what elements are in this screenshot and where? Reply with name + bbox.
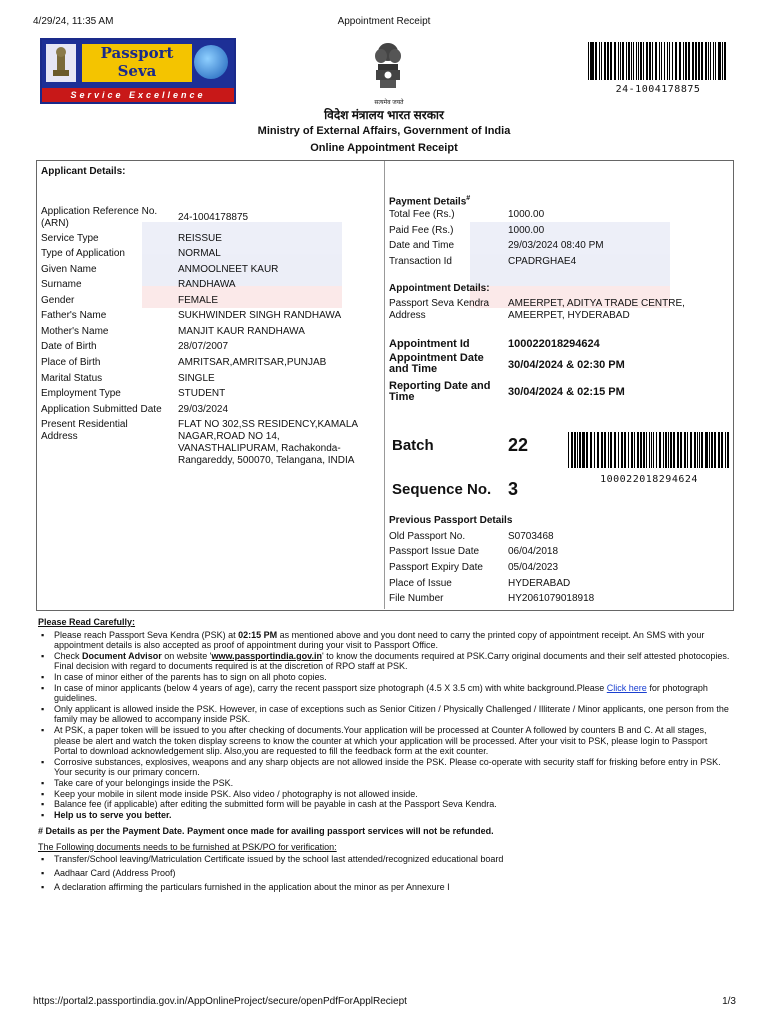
barcode-bar: [659, 432, 660, 468]
previous-passport-heading: Previous Passport Details: [389, 515, 513, 526]
ministry-name: Ministry of External Affairs, Government of India: [257, 125, 511, 137]
receipt-title: Online Appointment Receipt: [310, 142, 458, 154]
note-item: ▪ At PSK, a paper token will be issued to you after checking of documents.Your application will be processed at Counter A followed by counters B and C. At all stages, please be alert and watch the token display screens to know the counter at which your application will be processed. After your visit to PSK, please login to Passport Portal to download acknowledgement slip. Also,you are requested to fill the feedback form at the exit counter.: [38, 725, 732, 757]
barcode-bar: [718, 42, 720, 80]
transaction-id-label: Transaction Id: [389, 256, 452, 267]
barcode-bar: [597, 432, 598, 468]
barcode-bar: [652, 42, 653, 80]
barcode-bar: [643, 432, 645, 468]
gender-value: FEMALE: [178, 295, 219, 306]
expiry-date-value: 05/04/2023: [508, 562, 559, 573]
mother-name-value: MANJIT KAUR RANDHAWA: [178, 326, 305, 337]
logo-line1: Passport: [100, 44, 174, 62]
barcode-bar: [586, 432, 588, 468]
place-of-birth-label: Place of Birth: [41, 357, 101, 368]
documents-heading: The Following documents needs to be furnished at PSK/PO for verification:: [38, 841, 337, 852]
transaction-id-value: CPADRGHAE4: [508, 256, 577, 267]
expiry-date-label: Passport Expiry Date: [389, 562, 483, 573]
place-of-issue-label: Place of Issue: [389, 578, 452, 589]
barcode-bar: [631, 42, 632, 80]
document-item: ▪ Aadhaar Card (Address Proof): [38, 868, 732, 879]
note-text: In case of minor applicants (below 4 years of age), carry the recent passport size photograph (4.5 X 3.5 cm) with white background.Please: [54, 682, 607, 693]
note-item: [38, 683, 732, 704]
barcode-bar: [614, 42, 616, 80]
barcode-bar: [595, 42, 597, 80]
documents-list: [38, 854, 732, 892]
barcode-bar: [631, 432, 633, 468]
total-fee-label: Total Fee (Rs.): [389, 209, 455, 220]
note-item: ▪ In case of minor either of the parents has to sign on all photo copies.: [38, 672, 732, 683]
appointment-barcode-text: 100022018294624: [600, 474, 698, 485]
barcode-bar: [651, 432, 652, 468]
note-text: Please reach Passport Seva Kendra (PSK) at: [54, 629, 239, 640]
barcode-bar: [637, 432, 639, 468]
barcode-bar: [618, 432, 619, 468]
barcode-bar: [643, 42, 644, 80]
appointment-id-label: Appointment Id: [389, 338, 470, 350]
barcode-bar: [718, 432, 719, 468]
barcode-bar: [667, 42, 668, 80]
barcode-bar: [614, 432, 616, 468]
barcode-bar: [568, 432, 569, 468]
application-type-label: Type of Application: [41, 248, 125, 259]
father-name-label: Father's Name: [41, 310, 107, 321]
barcode-bar: [646, 42, 648, 80]
column-divider: [384, 161, 385, 609]
barcode-bar: [664, 42, 665, 80]
barcode-bar: [694, 432, 696, 468]
note-item: ▪ Corrosive substances, explosives, weapons and any sharp objects are not allowed inside the PSK. Please co-operate with security staff for frisking before entry in PSK. Your security is our primary concern.: [38, 757, 732, 778]
employment-type-label: Employment Type: [41, 388, 121, 399]
barcode-bar: [668, 432, 669, 468]
barcode-bar: [711, 432, 713, 468]
barcode-bar: [649, 432, 650, 468]
barcode-bar: [669, 42, 670, 80]
note-text: for photograph guidelines.: [54, 682, 708, 704]
barcode-bar: [705, 432, 707, 468]
national-emblem: [372, 40, 404, 106]
paid-fee-label: Paid Fee (Rs.): [389, 225, 454, 236]
barcode-bar: [590, 42, 591, 80]
print-url: https://portal2.passportindia.gov.in/AppOnlineProject/secure/openPdfForApplReciept: [33, 996, 407, 1007]
barcode-bar: [721, 432, 723, 468]
payment-heading-text: Payment Details: [389, 196, 467, 208]
father-name-value: SUKHWINDER SINGH RANDHAWA: [178, 310, 342, 321]
barcode-bar: [633, 42, 634, 80]
barcode-bar: [579, 432, 581, 468]
document-item: ▪ Transfer/School leaving/Matriculation Certificate issued by the school last attended/recognized educational board: [38, 854, 732, 865]
reporting-date-label: Reporting Date and Time: [389, 380, 491, 403]
passport-seva-logo: [40, 38, 236, 104]
barcode-bar: [607, 42, 608, 80]
barcode-bar: [634, 432, 635, 468]
instructions-list: [38, 630, 732, 821]
appointment-barcode: [568, 432, 730, 468]
barcode-bar: [610, 432, 611, 468]
old-passport-value: S0703468: [508, 531, 554, 542]
barcode-bar: [621, 432, 623, 468]
note-text: on website ': [161, 650, 212, 661]
given-name-label: Given Name: [41, 264, 97, 275]
given-name-value: ANMOOLNEET KAUR: [178, 264, 279, 275]
barcode-bar: [610, 42, 612, 80]
mother-name-label: Mother's Name: [41, 326, 109, 337]
barcode-bar: [673, 432, 675, 468]
click-here-link[interactable]: Click here: [606, 682, 647, 693]
sequence-label: Sequence No.: [392, 481, 492, 498]
document-advisor-bold: Document Advisor: [82, 650, 162, 661]
national-emblem-icon: [372, 40, 404, 96]
globe-icon: [194, 45, 228, 79]
barcode-bar: [588, 42, 589, 80]
instructions: [38, 617, 732, 892]
barcode-bar: [663, 432, 664, 468]
payment-heading: [389, 193, 470, 208]
barcode-bar: [628, 42, 629, 80]
barcode-bar: [591, 42, 593, 80]
arn-barcode-text: 24-1004178875: [615, 84, 701, 95]
arn-value: 24-1004178875: [178, 212, 249, 223]
barcode-bar: [649, 42, 651, 80]
logo-line2: Seva: [117, 62, 157, 80]
print-page-number: 1/3: [722, 996, 736, 1007]
paid-fee-value: 1000.00: [508, 225, 545, 236]
instructions-heading: Please Read Carefully:: [38, 617, 136, 627]
batch-value: 22: [508, 435, 529, 455]
place-of-birth-value: AMRITSAR,AMRITSAR,PUNJAB: [178, 357, 327, 368]
barcode-bar: [661, 42, 662, 80]
arn-label: Application Reference No. (ARN): [41, 206, 158, 229]
appointment-date-label: Appointment Date and Time: [389, 352, 484, 375]
barcode-bar: [590, 432, 591, 468]
barcode-bar: [624, 432, 625, 468]
reporting-time-bold: 02:15 PM: [238, 629, 278, 640]
address-label: Present Residential Address: [41, 419, 128, 442]
submitted-date-label: Application Submitted Date: [41, 404, 162, 415]
barcode-bar: [659, 42, 660, 80]
barcode-bar: [690, 432, 692, 468]
barcode-bar: [698, 42, 700, 80]
barcode-bar: [618, 42, 619, 80]
emblem-caption: सत्यमेव जयते: [374, 100, 404, 106]
barcode-bar: [583, 432, 585, 468]
document-item: ▪ A declaration affirming the particulars furnished in the application about the minor as per Annexure I: [38, 882, 732, 893]
barcode-bar: [571, 432, 573, 468]
barcode-bar: [655, 42, 657, 80]
barcode-bar: [577, 432, 578, 468]
payment-mark: #: [466, 195, 471, 202]
barcode-bar: [677, 432, 679, 468]
barcode-bar: [701, 42, 703, 80]
barcode-bar: [687, 432, 688, 468]
barcode-bar: [594, 432, 595, 468]
barcode-bar: [601, 42, 602, 80]
gender-label: Gender: [41, 295, 75, 306]
barcode-bar: [640, 432, 642, 468]
barcode-bar: [680, 432, 682, 468]
file-number-value: HY2061079018918: [508, 593, 595, 604]
employment-type-value: STUDENT: [178, 388, 226, 399]
marital-status-label: Marital Status: [41, 373, 103, 384]
barcode-bar: [692, 42, 694, 80]
barcode-bar: [710, 42, 711, 80]
print-title: Appointment Receipt: [337, 16, 431, 27]
place-of-issue-value: HYDERABAD: [508, 578, 571, 589]
website-link[interactable]: www.passportindia.gov.in: [211, 650, 322, 661]
barcode-bar: [685, 42, 686, 80]
batch-label: Batch: [392, 437, 434, 454]
address-value: FLAT NO 302,SS RESIDENCY,KAMALA NAGAR,ROAD NO 14, VANASTHALIPURAM, Rachakonda-Rangareddy, 500070, Telangana, INDIA: [178, 419, 358, 466]
barcode-bar: [722, 42, 723, 80]
barcode-bar: [626, 42, 627, 80]
appointment-heading: Appointment Details:: [389, 283, 490, 294]
barcode-bar: [699, 432, 700, 468]
barcode-bar: [684, 432, 686, 468]
dob-label: Date of Birth: [41, 341, 97, 352]
barcode-bar: [688, 42, 690, 80]
surname-value: RANDHAWA: [178, 279, 236, 290]
barcode-bar: [708, 42, 709, 80]
barcode-bar: [622, 42, 623, 80]
barcode-bar: [683, 42, 684, 80]
barcode-bar: [672, 42, 673, 80]
old-passport-label: Old Passport No.: [389, 531, 466, 542]
submitted-date-value: 29/03/2024: [178, 404, 229, 415]
note-text: as mentioned above and you dont need to carry the printed copy of appointment receipt. An SMS with your appointment details is also accepted as proof of appointment during your visit to Passport Office.: [54, 629, 705, 651]
application-type-value: NORMAL: [178, 248, 221, 259]
note-item: ▪ Take care of your belongings inside the PSK.: [38, 778, 732, 789]
barcode-bar: [604, 432, 606, 468]
dob-value: 28/07/2007: [178, 341, 229, 352]
barcode-bar: [636, 42, 637, 80]
note-text: Check: [54, 650, 83, 661]
barcode-bar: [646, 432, 647, 468]
service-type-value: REISSUE: [178, 233, 222, 244]
barcode-bar: [601, 432, 603, 468]
ministry-hindi: विदेश मंत्रालय भारत सरकार: [324, 108, 444, 122]
barcode-bar: [656, 432, 657, 468]
barcode-bar: [724, 42, 725, 80]
note-item: ▪ Keep your mobile in silent mode inside PSK. Also video / photography is not allowed inside.: [38, 789, 732, 800]
barcode-bar: [701, 432, 703, 468]
note-item: ▪ Help us to serve you better.: [38, 810, 732, 821]
barcode-bar: [697, 432, 698, 468]
print-datetime: 4/29/24, 11:35 AM: [33, 16, 114, 27]
applicant-heading: Applicant Details:: [41, 166, 126, 177]
note-item: [38, 651, 732, 672]
barcode-bar: [713, 42, 714, 80]
barcode-bar: [715, 42, 716, 80]
barcode-bar: [695, 42, 696, 80]
issue-date-label: Passport Issue Date: [389, 546, 480, 557]
barcode-bar: [599, 42, 600, 80]
appointment-date-value: 30/04/2024 & 02:30 PM: [508, 359, 625, 371]
barcode-bar: [574, 432, 575, 468]
arn-barcode: [588, 42, 728, 80]
barcode-bar: [582, 432, 583, 468]
psk-address-label: Passport Seva Kendra Address: [389, 298, 490, 321]
payment-datetime-value: 29/03/2024 08:40 PM: [508, 240, 604, 251]
barcode-bar: [608, 432, 609, 468]
barcode-bar: [705, 42, 707, 80]
logo-tagline: Service Excellence: [42, 88, 234, 102]
barcode-bar: [709, 432, 710, 468]
logo-title: [82, 44, 192, 82]
sequence-value: 3: [508, 479, 519, 499]
psk-address-value: AMEERPET, ADITYA TRADE CENTRE, AMEERPET, HYDERABAD: [508, 298, 685, 321]
note-item: ▪ Balance fee (if applicable) after editing the submitted form will be payable in cash at the Passport Seva Kendra.: [38, 799, 732, 810]
barcode-bar: [719, 432, 720, 468]
barcode-bar: [640, 42, 642, 80]
barcode-bar: [620, 42, 621, 80]
barcode-bar: [675, 42, 677, 80]
note-item: ▪ Only applicant is allowed inside the PSK. However, in case of exceptions such as Senior Citizen / Physically Challenged / Illiterate / Minor applicants, one person from the family may be allowed to accompany inside PSK.: [38, 704, 732, 725]
issue-date-value: 06/04/2018: [508, 546, 559, 557]
appointment-id-value: 100022018294624: [508, 338, 600, 350]
barcode-bar: [714, 432, 715, 468]
reporting-date-value: 30/04/2024 & 02:15 PM: [508, 386, 625, 398]
total-fee-value: 1000.00: [508, 209, 545, 220]
payment-note: # Details as per the Payment Date. Payment once made for availing passport services will not be refunded.: [38, 826, 494, 837]
emblem-small-icon: [46, 44, 76, 82]
barcode-bar: [727, 432, 728, 468]
top-barcode: [588, 42, 728, 95]
barcode-bar: [665, 432, 666, 468]
barcode-bar: [653, 432, 654, 468]
barcode-bar: [638, 42, 639, 80]
barcode-bar: [725, 432, 726, 468]
barcode-bar: [604, 42, 606, 80]
barcode-bar: [679, 42, 680, 80]
barcode-bar: [628, 432, 629, 468]
payment-datetime-label: Date and Time: [389, 240, 455, 251]
file-number-label: File Number: [389, 593, 444, 604]
appointment-barcode-block: [568, 432, 730, 485]
service-type-label: Service Type: [41, 233, 99, 244]
note-text: ' to know the documents required at PSK.Carry original documents and their self attested photocopies. Final decision with regard to documents required is at the discretion of RPO staff at PSK.: [54, 650, 730, 672]
surname-label: Surname: [41, 279, 82, 290]
barcode-bar: [670, 432, 671, 468]
note-item: [38, 630, 732, 651]
marital-status-value: SINGLE: [178, 373, 215, 384]
